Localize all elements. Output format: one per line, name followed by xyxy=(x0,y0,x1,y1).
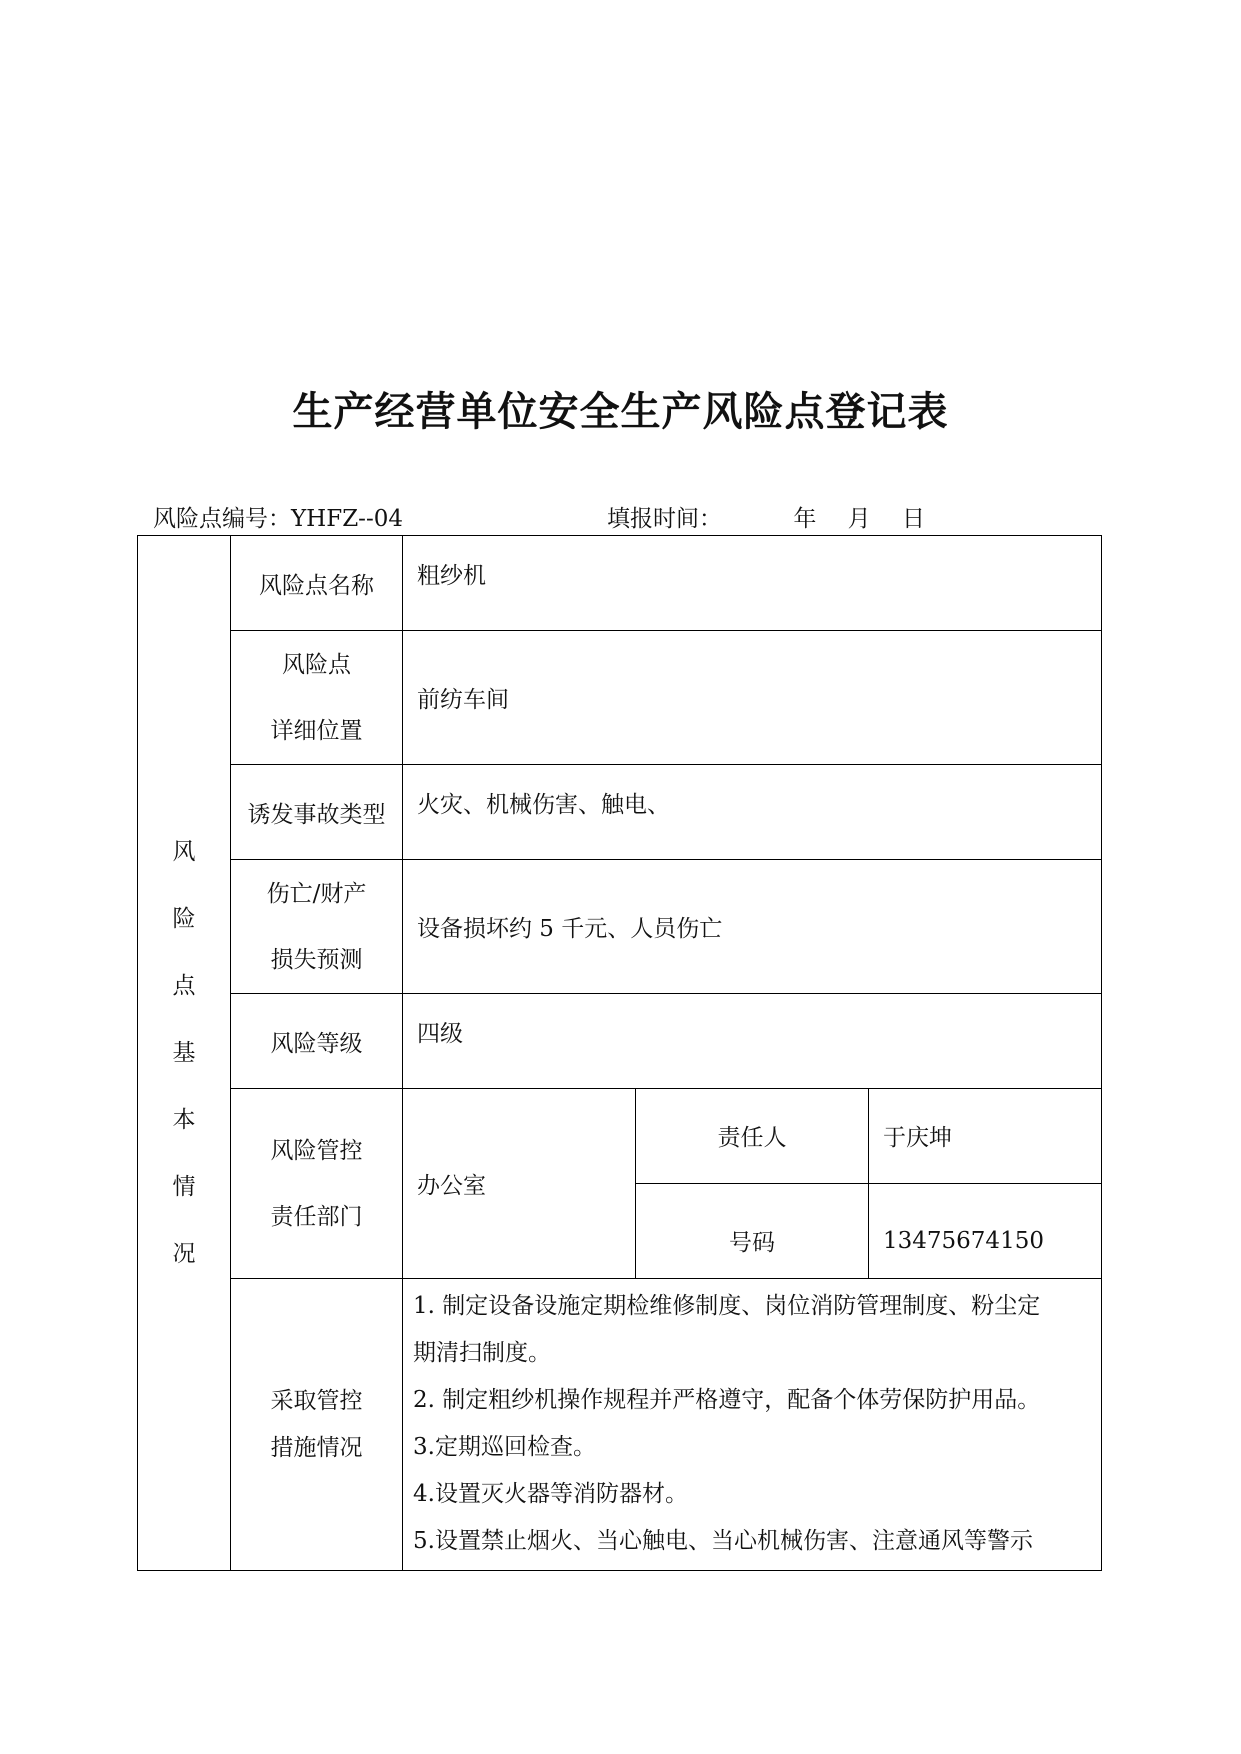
risk-name-value: 粗纱机 xyxy=(403,536,1102,631)
fill-date-line xyxy=(607,500,925,533)
risk-id-line xyxy=(153,500,403,533)
phone-value: 13475674150 xyxy=(883,1227,1044,1254)
section-char: 情 xyxy=(172,1173,196,1200)
section-char: 点 xyxy=(172,972,196,999)
measure-line: 期清扫制度。 xyxy=(413,1340,551,1366)
loss-forecast-value: 设备损坏约 5 千元、人员伤亡 xyxy=(403,860,1102,994)
section-char: 基 xyxy=(172,1039,196,1066)
accident-type-value: 火灾、机械伤害、触电、 xyxy=(403,765,1102,860)
department-label: 风险管控 责任部门 xyxy=(231,1089,403,1279)
location-label: 风险点 详细位置 xyxy=(231,631,403,765)
risk-level-value: 四级 xyxy=(403,994,1102,1089)
section-char: 本 xyxy=(172,1106,196,1133)
section-char: 险 xyxy=(172,905,196,932)
contact-table xyxy=(636,1089,1101,1278)
measure-line: 3.定期巡回检查。 xyxy=(413,1434,596,1460)
section-char: 风 xyxy=(172,838,196,865)
measure-line: 5.设置禁止烟火、当心触电、当心机械伤害、注意通风等警示 xyxy=(413,1528,1033,1554)
risk-register-table xyxy=(137,535,1102,1571)
section-char: 况 xyxy=(172,1240,196,1267)
fill-date-label: 填报时间： xyxy=(607,506,722,532)
table-row xyxy=(138,765,1102,860)
measure-line: 2. 制定粗纱机操作规程并严格遵守，配备个体劳保防护用品。 xyxy=(413,1387,1041,1413)
loss-forecast-label: 伤亡/财产 损失预测 xyxy=(231,860,403,994)
page-title: 生产经营单位安全生产风险点登记表 xyxy=(292,389,949,435)
year-label: 年 xyxy=(793,506,817,532)
table-row xyxy=(138,631,1102,765)
risk-level-label: 风险等级 xyxy=(231,994,403,1089)
risk-id-value: YHFZ--04 xyxy=(291,506,403,532)
month-label: 月 xyxy=(847,506,871,532)
department-value: 办公室 xyxy=(403,1089,636,1279)
risk-id-label: 风险点编号： xyxy=(153,506,291,532)
table-row xyxy=(138,536,1102,631)
contact-cell xyxy=(636,1089,1102,1279)
measures-label: 采取管控 措施情况 xyxy=(231,1279,403,1571)
table-row xyxy=(138,860,1102,994)
table-row xyxy=(138,994,1102,1089)
section-label-cell xyxy=(138,536,231,1571)
phone-label: 号码 xyxy=(636,1183,869,1278)
location-value: 前纺车间 xyxy=(403,631,1102,765)
table-row xyxy=(138,1279,1102,1571)
person-label: 责任人 xyxy=(636,1089,869,1183)
person-value: 于庆坤 xyxy=(869,1089,1102,1183)
table-row xyxy=(138,1089,1102,1279)
measures-value xyxy=(403,1279,1102,1571)
day-label: 日 xyxy=(901,506,925,532)
accident-type-label: 诱发事故类型 xyxy=(231,765,403,860)
risk-name-label: 风险点名称 xyxy=(231,536,403,631)
measure-line: 1. 制定设备设施定期检维修制度、岗位消防管理制度、粉尘定 xyxy=(413,1293,1041,1319)
measure-line: 4.设置灭火器等消防器材。 xyxy=(413,1481,688,1507)
